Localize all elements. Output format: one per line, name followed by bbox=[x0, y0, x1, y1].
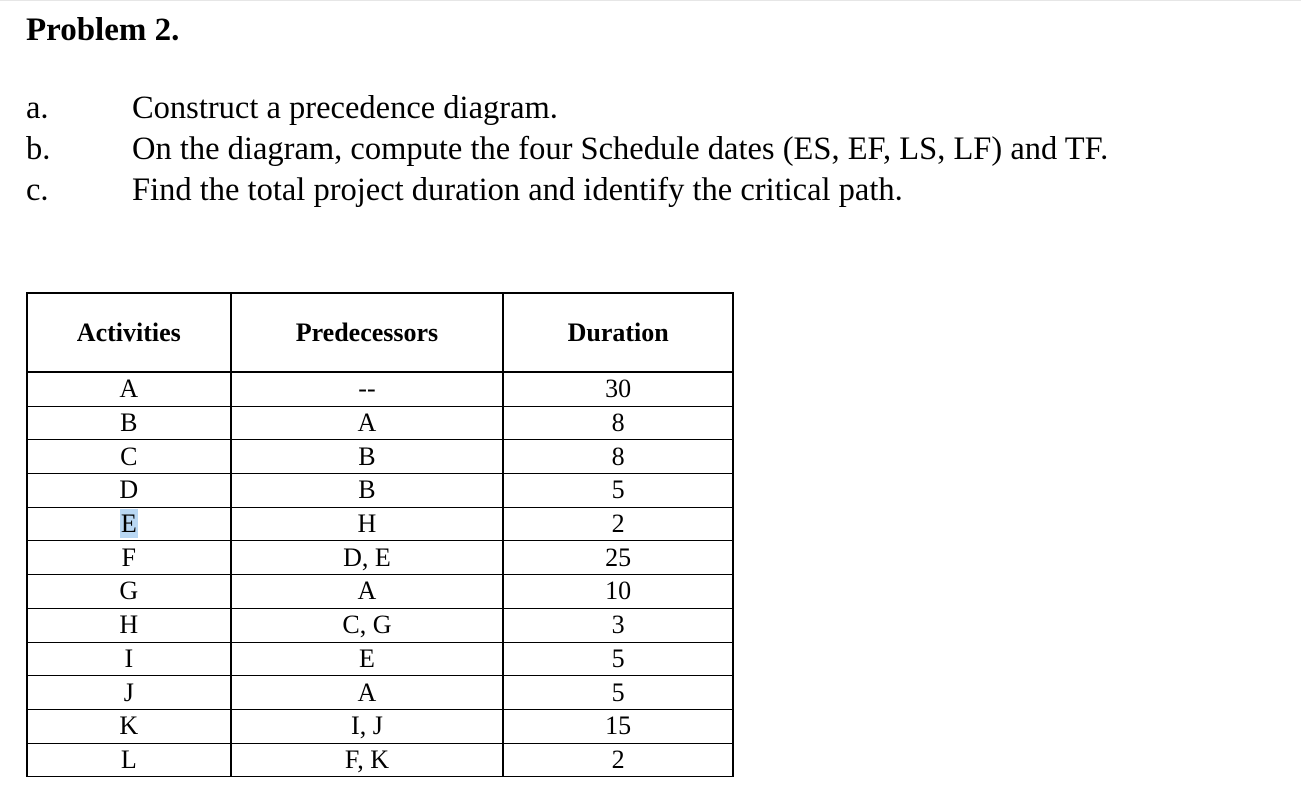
cell-activity[interactable]: L bbox=[27, 743, 231, 777]
task-text[interactable]: On the diagram, compute the four Schedule dates (ES, EF, LS, LF) and TF. bbox=[132, 131, 1109, 167]
cell-activity[interactable]: J bbox=[27, 676, 231, 710]
table-row bbox=[27, 474, 733, 508]
cell-predecessors[interactable]: A bbox=[231, 676, 504, 710]
cell-predecessors[interactable]: H bbox=[231, 507, 504, 541]
table-row bbox=[27, 676, 733, 710]
table-row bbox=[27, 507, 733, 541]
cell-activity[interactable] bbox=[27, 507, 231, 541]
cell-activity[interactable]: F bbox=[27, 541, 231, 575]
problem-heading: Problem 2. bbox=[26, 12, 180, 48]
cell-activity[interactable]: D bbox=[27, 474, 231, 508]
activities-table bbox=[26, 292, 734, 777]
selected-text-highlight[interactable]: E bbox=[120, 509, 137, 539]
table-header-row bbox=[27, 293, 733, 372]
cell-duration[interactable]: 8 bbox=[503, 406, 733, 440]
cell-duration[interactable]: 10 bbox=[503, 575, 733, 609]
cell-duration[interactable]: 5 bbox=[503, 642, 733, 676]
cell-predecessors[interactable]: E bbox=[231, 642, 504, 676]
table-row bbox=[27, 372, 733, 406]
table-row bbox=[27, 642, 733, 676]
cell-predecessors[interactable]: -- bbox=[231, 372, 504, 406]
cell-activity[interactable]: I bbox=[27, 642, 231, 676]
cell-predecessors[interactable]: I, J bbox=[231, 709, 504, 743]
header-duration[interactable]: Duration bbox=[503, 293, 733, 372]
cell-activity[interactable]: C bbox=[27, 440, 231, 474]
table-row bbox=[27, 575, 733, 609]
table-row bbox=[27, 743, 733, 777]
task-marker: c. bbox=[26, 172, 49, 208]
table-row bbox=[27, 440, 733, 474]
cell-activity[interactable]: A bbox=[27, 372, 231, 406]
header-predecessors[interactable]: Predecessors bbox=[231, 293, 504, 372]
header-activities[interactable]: Activities bbox=[27, 293, 231, 372]
table-row bbox=[27, 541, 733, 575]
table-row bbox=[27, 709, 733, 743]
table-row bbox=[27, 406, 733, 440]
cell-activity[interactable]: B bbox=[27, 406, 231, 440]
cell-duration[interactable]: 30 bbox=[503, 372, 733, 406]
task-text[interactable]: Find the total project duration and identify the critical path. bbox=[132, 172, 903, 208]
cell-duration[interactable]: 2 bbox=[503, 743, 733, 777]
cell-predecessors[interactable]: C, G bbox=[231, 608, 504, 642]
cell-duration[interactable]: 5 bbox=[503, 676, 733, 710]
task-marker: b. bbox=[26, 131, 51, 167]
cell-predecessors[interactable]: F, K bbox=[231, 743, 504, 777]
task-marker: a. bbox=[26, 90, 49, 126]
top-divider bbox=[0, 0, 1301, 1]
cell-predecessors[interactable]: B bbox=[231, 440, 504, 474]
cell-duration[interactable]: 5 bbox=[503, 474, 733, 508]
cell-predecessors[interactable]: D, E bbox=[231, 541, 504, 575]
cell-activity[interactable]: G bbox=[27, 575, 231, 609]
cell-predecessors[interactable]: A bbox=[231, 575, 504, 609]
task-text[interactable]: Construct a precedence diagram. bbox=[132, 90, 558, 126]
cell-predecessors[interactable]: B bbox=[231, 474, 504, 508]
cell-duration[interactable]: 2 bbox=[503, 507, 733, 541]
cell-duration[interactable]: 3 bbox=[503, 608, 733, 642]
cell-predecessors[interactable]: A bbox=[231, 406, 504, 440]
cell-duration[interactable]: 8 bbox=[503, 440, 733, 474]
table-row bbox=[27, 608, 733, 642]
cell-activity[interactable]: K bbox=[27, 709, 231, 743]
cell-duration[interactable]: 15 bbox=[503, 709, 733, 743]
cell-activity[interactable]: H bbox=[27, 608, 231, 642]
cell-duration[interactable]: 25 bbox=[503, 541, 733, 575]
